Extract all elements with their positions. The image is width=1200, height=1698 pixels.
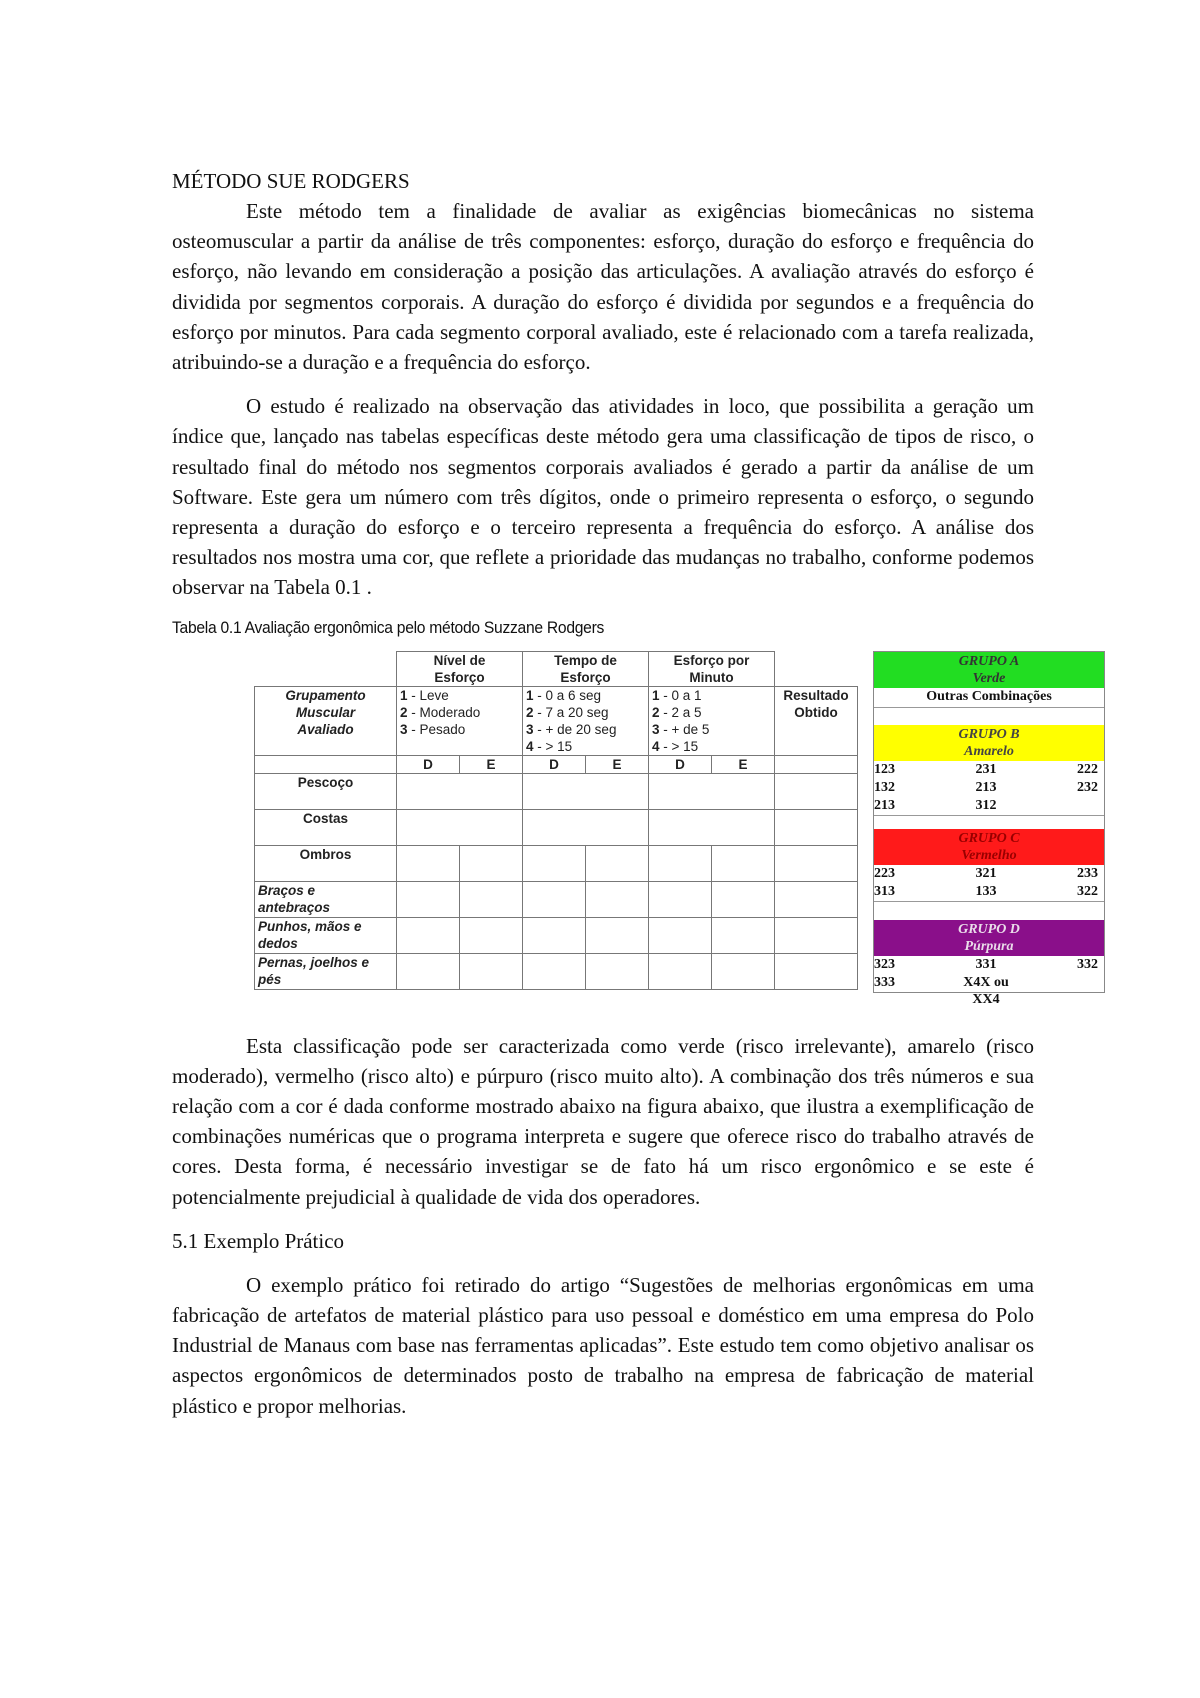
document-page [172, 167, 1098, 1435]
segment-ombros: Ombros [255, 845, 397, 881]
header-esforco-minuto: Esforço por Minuto [649, 651, 775, 686]
header-grupamento: Grupamento Muscular Avaliado [255, 686, 397, 755]
group-c-band: GRUPO C Vermelho [874, 829, 1104, 865]
section-heading: 5.1 Exemplo Prático [172, 1228, 345, 1253]
document-title: MÉTODO SUE RODGERS [172, 169, 410, 193]
col-d: D [397, 755, 460, 773]
rodgers-evaluation-table [254, 651, 858, 990]
paragraph-study: O estudo é realizado na observação das atividades in loco, que possibilita a geração um índice que, lançado nas tabelas específicas deste método gera uma classificação de tipos de risco, o resultado final do método nos segmentos corporais avaliados é gerado a partir da análise de um Software. Este gera um número com três dígitos, onde o primeiro representa o esforço, o segundo representa a duração do esforço e o terceiro representa a frequência do esforço. A análise dos resultados nos mostra uma cor, que reflete a prioridade das mudanças no trabalho, conforme podemos observar na Tabela 0.1 . [172, 394, 1034, 600]
paragraph-classification: Esta classificação pode ser caracterizada como verde (risco irrelevante), amarelo (risco moderado), vermelho (risco alto) e púrpuro (risco muito alto). A combinação dos três números e sua relação com a cor é dada conforme mostrado abaixo na figura abaixo, que ilustra a exemplificação de combinações numéricas que o programa interpreta e sugere que oferece risco do trabalho através de cores. Desta forma, é necessário investigar se de fato há um risco ergonômico e se este é potencialmente prejudicial à qualidade de vida dos operadores. [172, 1033, 1034, 1209]
segment-pernas: Pernas, joelhos e pés [255, 953, 397, 989]
paragraph-example: O exemplo prático foi retirado do artigo “Sugestões de melhorias ergonômicas em uma fabricação de artefatos de material plástico para uso pessoal e doméstico em uma empresa do Polo Industrial de Manaus com base nas ferramentas aplicadas”. Este estudo tem como objetivo analisar os aspectos ergonômicos de determinados posto de trabalho na empresa de fabricação de material plástico e propor melhorias. [172, 1272, 1034, 1418]
group-d-band: GRUPO D Púrpura [874, 920, 1104, 956]
header-resultado: Resultado Obtido [775, 686, 858, 755]
group-d-combinations: 323 331 332 333 X4X ou XX4 [874, 956, 1098, 1007]
col-d: D [523, 755, 586, 773]
segment-punhos: Punhos, mãos e dedos [255, 917, 397, 953]
paragraph-intro: Este método tem a finalidade de avaliar as exigências biomecânicas no sistema osteomuscular a partir da análise de três componentes: esforço, duração do esforço e frequência do esforço, não levando em consideração a posição das articulações. A avaliação através do esforço é dividida por segmentos corporais. A duração do esforço é dividida por segundos e a frequência do esforço por minutos. Para cada segmento corporal avaliado, este é relacionado com a tarefa realizada, atribuindo-se a duração e a frequência do esforço. [172, 199, 1034, 375]
col-e: E [712, 755, 775, 773]
segment-costas: Costas [255, 809, 397, 845]
table-caption: Tabela 0.1 Avaliação ergonômica pelo método Suzzane Rodgers [172, 617, 605, 637]
freq-scale: 1 - 0 a 1 2 - 2 a 5 3 - + de 5 4 - > 15 [649, 686, 775, 755]
group-b-band: GRUPO B Amarelo [874, 725, 1104, 761]
risk-groups-legend [873, 651, 1105, 1007]
group-c-combinations: 223 321 233 313 133 322 [874, 865, 1104, 902]
segment-bracos: Braços e antebraços [255, 881, 397, 917]
col-e: E [460, 755, 523, 773]
header-nivel-esforco: Nível de Esforço [397, 651, 523, 686]
col-e: E [586, 755, 649, 773]
group-b-combinations: 123 231 222 132 213 232 213 312 [874, 761, 1104, 816]
header-tempo-esforco: Tempo de Esforço [523, 651, 649, 686]
col-d: D [649, 755, 712, 773]
group-a-band: GRUPO A Verde [874, 652, 1104, 688]
group-a-combinations: Outras Combinações [874, 688, 1104, 708]
segment-pescoco: Pescoço [255, 773, 397, 809]
rodgers-figure [172, 651, 1098, 1021]
nivel-scale: 1 - Leve 2 - Moderado 3 - Pesado [397, 686, 523, 755]
tempo-scale: 1 - 0 a 6 seg 2 - 7 a 20 seg 3 - + de 20 seg 4 - > 15 [523, 686, 649, 755]
